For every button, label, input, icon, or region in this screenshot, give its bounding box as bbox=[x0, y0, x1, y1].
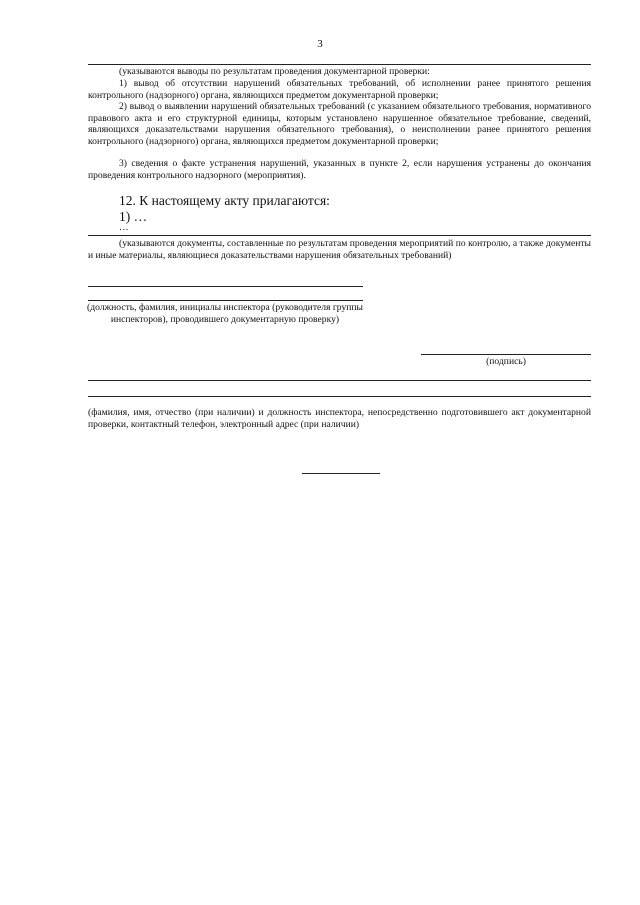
inspector-caption: (должность, фамилия, инициалы инспектора (руководителя группы инспекторов), проводившего документарную проверку) bbox=[87, 302, 363, 325]
signature-caption: (подпись) bbox=[486, 356, 526, 367]
preparer-line-2 bbox=[88, 396, 591, 397]
attachments-heading: 12. К настоящему акту прилагаются: bbox=[119, 193, 330, 208]
signature-line bbox=[421, 354, 591, 355]
attachments-ellipsis: … bbox=[119, 222, 129, 233]
attachments-item-1: 1) … bbox=[119, 209, 148, 224]
conclusions-field-line bbox=[88, 64, 591, 65]
page-number: 3 bbox=[317, 38, 323, 50]
inspector-line-2 bbox=[88, 300, 363, 301]
conclusions-item-3: 3) сведения о факте устранения нарушений, указанных в пункте 2, если нарушения устранены до окончания проведения контрольного надзорного (мероприятия). bbox=[88, 158, 591, 181]
attachments-caption: (указываются документы, составленные по результатам проведения мероприятий по контролю, а также документы и иные материалы, являющиеся доказательствами нарушения обязательных требований) bbox=[88, 238, 591, 261]
conclusions-item-1: 1) вывод об отсутствии нарушений обязательных требований, об исполнении ранее принятого решения контрольного (надзорного) органа, являющихся предметом документарной проверки; bbox=[88, 78, 591, 101]
attachments-field-line bbox=[88, 235, 591, 236]
end-separator bbox=[302, 473, 380, 474]
conclusions-item-2: 2) вывод о выявлении нарушений обязательных требований (с указанием обязательного требования, нормативного правового акта и его структурной единицы, которым установлено нарушенное обязательное требование, сведений, являющихся доказательствами нарушения обязательного требования), о неисполнении ранее принятого решения контрольного (надзорного) органа, являющихся предметом документарной проверки; bbox=[88, 101, 591, 147]
conclusions-caption: (указываются выводы по результатам проведения документарной проверки: bbox=[119, 66, 430, 77]
inspector-line-1 bbox=[88, 286, 363, 287]
preparer-line-1 bbox=[88, 380, 591, 381]
preparer-caption: (фамилия, имя, отчество (при наличии) и должность инспектора, непосредственно подготовившего акт документарной проверки, контактный телефон, электронный адрес (при наличии) bbox=[88, 407, 591, 430]
